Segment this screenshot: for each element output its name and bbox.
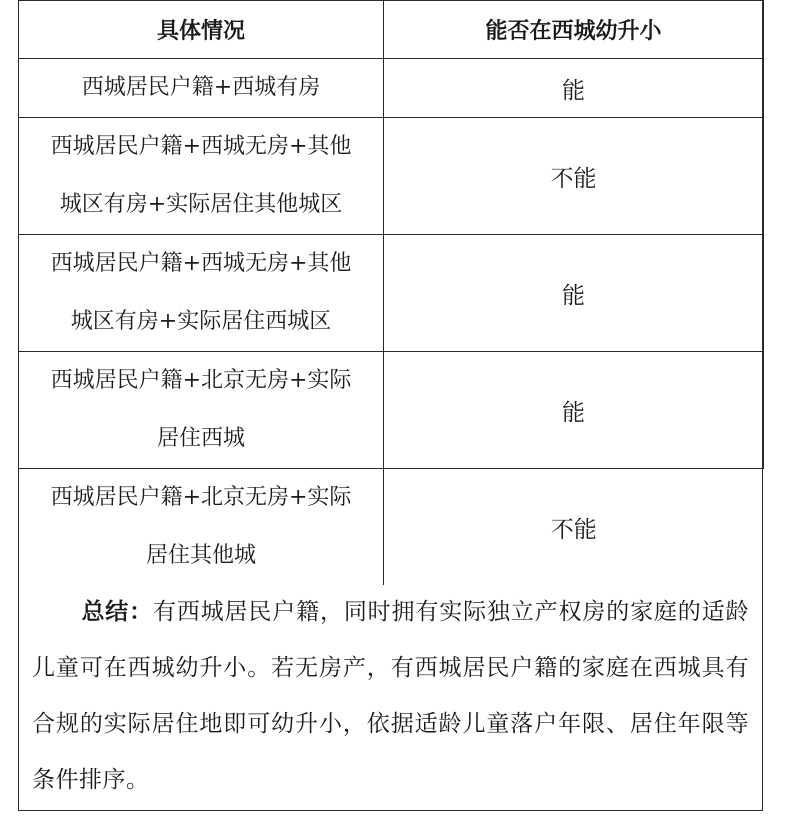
situation-cell bbox=[19, 352, 384, 469]
table-row bbox=[19, 235, 764, 352]
situation-line: 西城居民户籍+西城无房+其他 bbox=[50, 251, 352, 276]
table-row bbox=[19, 469, 764, 586]
eligibility-cell: 不能 bbox=[384, 469, 764, 586]
header-situation: 具体情况 bbox=[19, 1, 384, 59]
situation-cell bbox=[19, 469, 384, 586]
situation-line: 城区有房+实际居住其他城区 bbox=[59, 192, 343, 217]
table-row bbox=[19, 352, 764, 469]
eligibility-cell: 能 bbox=[384, 352, 764, 469]
summary-body: 有西城居民户籍，同时拥有实际独立产权房的家庭的适龄儿童可在西城幼升小。若无房产，有西城居民户籍的家庭在西城具有合规的实际居住地即可幼升小，依据适龄儿童落户年限、居住年限等条件排序。 bbox=[32, 599, 749, 793]
situation-line: 西城居民户籍+西城有房 bbox=[81, 75, 321, 100]
situation-line: 居住西城 bbox=[156, 426, 245, 451]
situation-line: 城区有房+实际居住西城区 bbox=[70, 309, 332, 334]
situation-line: 西城居民户籍+北京无房+实际 bbox=[50, 368, 352, 393]
eligibility-cell: 不能 bbox=[384, 118, 764, 235]
header-eligibility: 能否在西城幼升小 bbox=[384, 1, 764, 59]
situation-line: 居住其他城 bbox=[145, 543, 256, 568]
situation-line: 西城居民户籍+西城无房+其他 bbox=[50, 134, 352, 159]
situation-cell bbox=[19, 235, 384, 352]
situation-line: 西城居民户籍+北京无房+实际 bbox=[50, 485, 352, 510]
summary-text bbox=[32, 584, 749, 808]
table-row bbox=[19, 59, 764, 118]
situation-cell bbox=[19, 118, 384, 235]
eligibility-cell: 能 bbox=[384, 235, 764, 352]
summary-label: 总结： bbox=[81, 599, 153, 625]
situation-cell bbox=[19, 59, 384, 118]
summary-paragraph bbox=[18, 584, 763, 808]
table-header-row bbox=[19, 1, 764, 59]
table-row bbox=[19, 118, 764, 235]
eligibility-cell: 能 bbox=[384, 59, 764, 118]
schooling-eligibility-table bbox=[18, 0, 764, 585]
